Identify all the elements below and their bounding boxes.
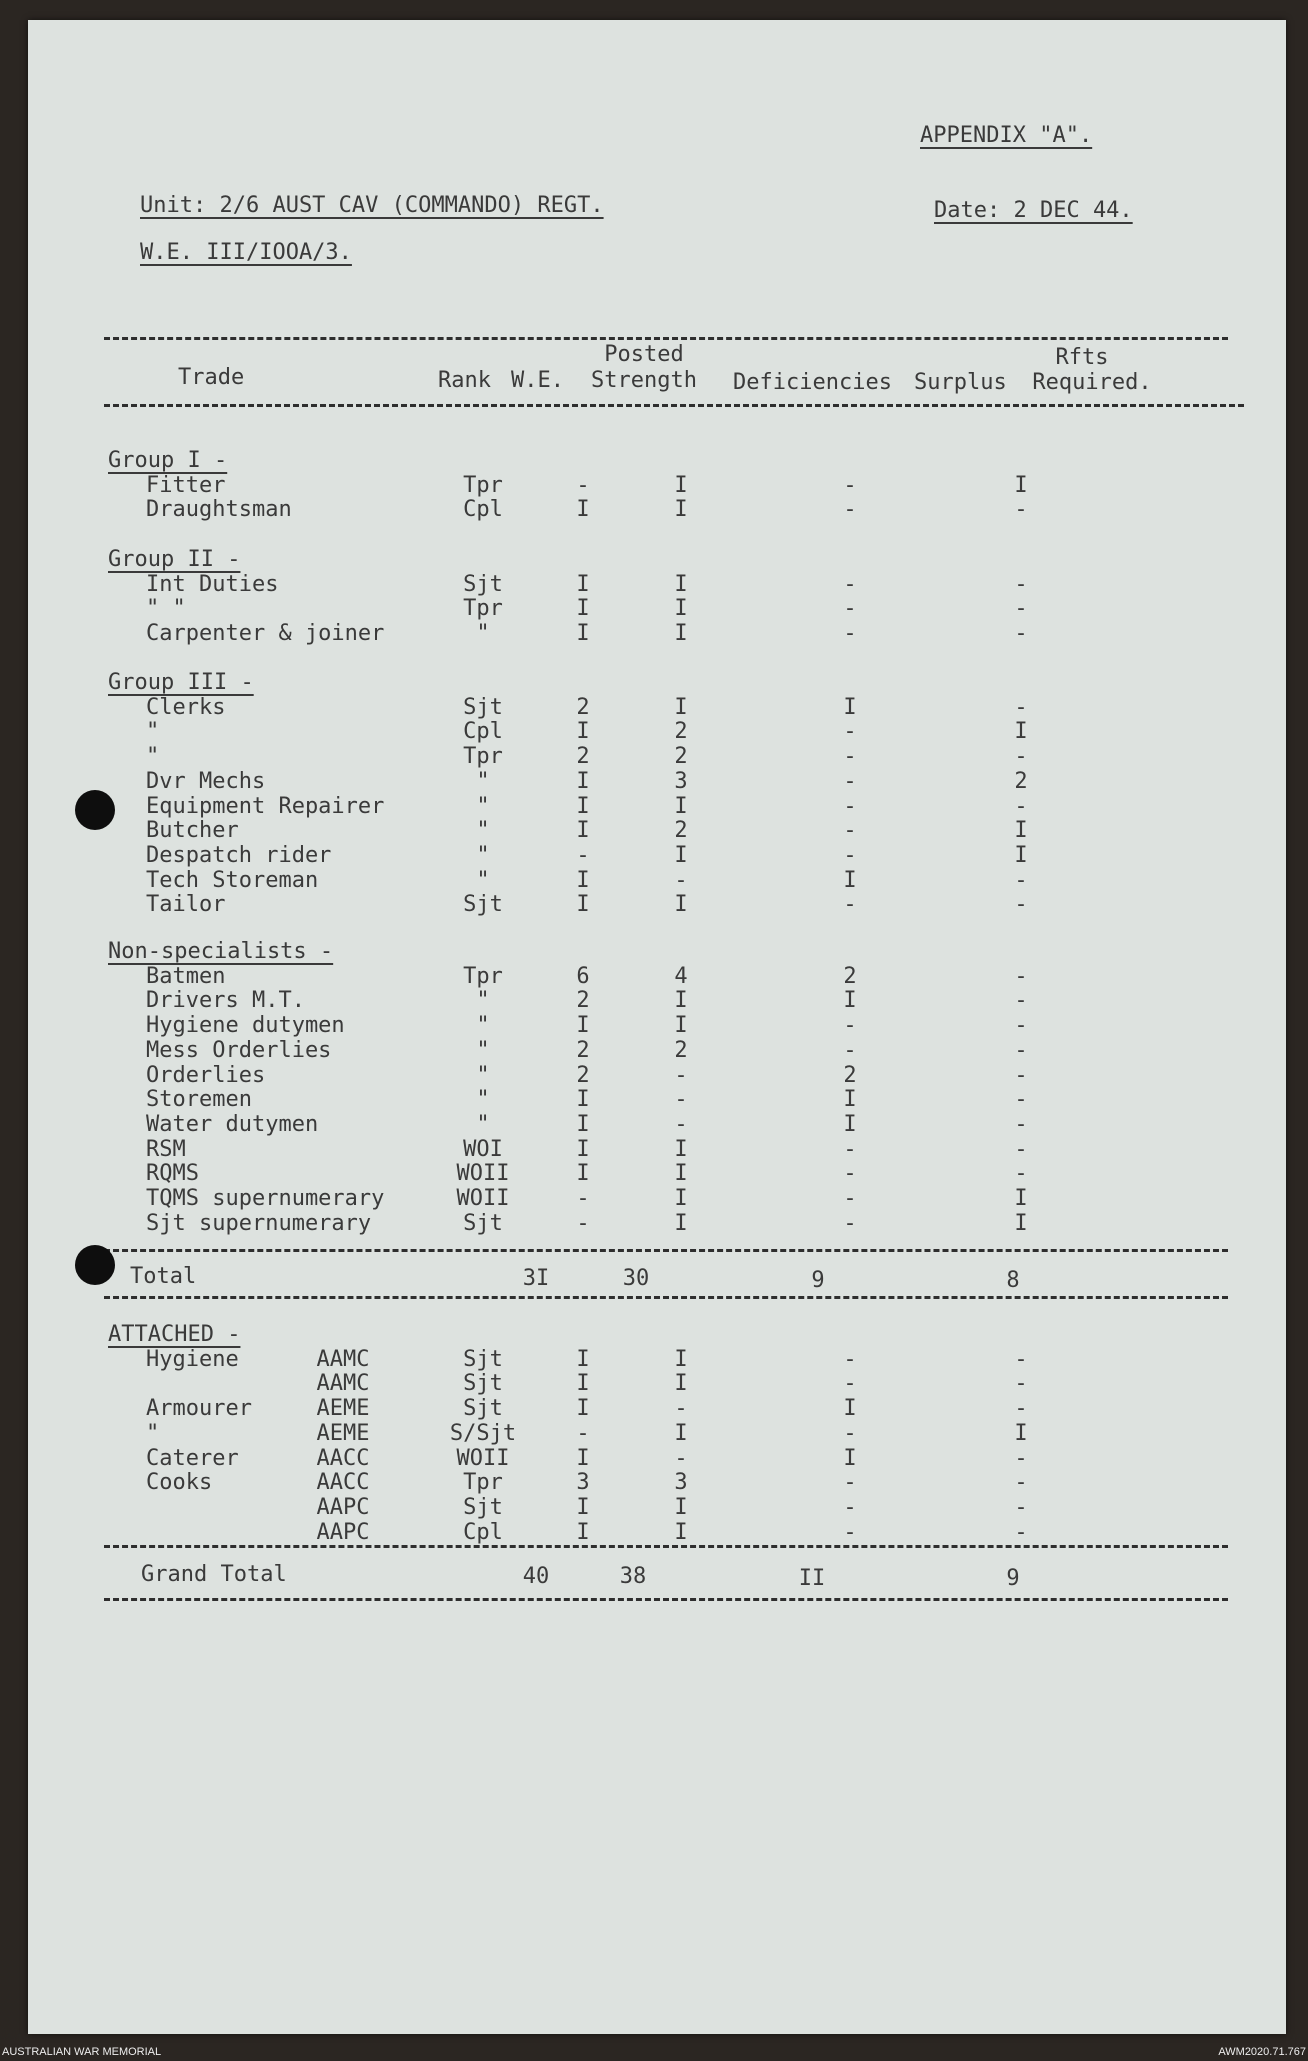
we-cell: I [576, 1111, 590, 1137]
trade-cell: TQMS supernumerary [146, 1186, 385, 1211]
we-cell: I [576, 1087, 590, 1113]
we-cell: - [576, 472, 590, 498]
posted-cell: I [674, 497, 688, 523]
posted-cell: I [674, 988, 688, 1014]
grand-total-rule-bottom [104, 1598, 1228, 1601]
we-cell: I [576, 719, 590, 745]
surplus-cell: - [1014, 694, 1028, 720]
corps-cell: AAPC [316, 1494, 370, 1520]
posted-cell: I [674, 472, 688, 498]
we-cell: - [576, 842, 590, 868]
trade-cell: Caterer [146, 1445, 239, 1471]
rank-cell: Sjt [463, 892, 503, 918]
corps-cell: AACC [316, 1445, 370, 1471]
posted-cell: - [674, 1396, 688, 1422]
deficiencies-cell: I [843, 867, 857, 893]
we-cell: I [576, 1013, 590, 1039]
we-reference: W.E. III/IOOA/3. [140, 240, 352, 265]
trade-cell: " [146, 719, 160, 745]
rank-cell: WOII [456, 1445, 510, 1471]
surplus-cell: - [1014, 621, 1028, 647]
we-cell: I [576, 1494, 590, 1520]
total-rule-bottom [104, 1296, 1228, 1299]
corps-cell: AAPC [316, 1519, 370, 1545]
rank-cell: Sjt [463, 1494, 503, 1520]
we-cell: - [576, 1420, 590, 1446]
rank-cell: " [476, 768, 490, 794]
we-cell: 2 [576, 1062, 590, 1088]
we-cell: I [576, 1371, 590, 1397]
total-label: Total [130, 1264, 197, 1289]
rank-cell: Sjt [463, 1371, 503, 1397]
surplus-cell: - [1014, 1136, 1028, 1162]
posted-cell: 2 [674, 719, 688, 745]
rank-cell: " [476, 867, 490, 893]
surplus-cell: I [1014, 842, 1028, 868]
posted-cell: I [674, 1161, 688, 1187]
deficiencies-cell: - [843, 744, 857, 770]
posted-cell: - [674, 1111, 688, 1137]
posted-cell: 3 [674, 1470, 688, 1496]
we-cell: - [576, 1210, 590, 1236]
trade-cell: Batmen [146, 963, 226, 989]
surplus-cell: - [1014, 1371, 1028, 1397]
deficiencies-cell: I [843, 1111, 857, 1137]
unit-line: Unit: 2/6 AUST CAV (COMMANDO) REGT. [140, 193, 604, 218]
posted-cell: I [674, 793, 688, 819]
posted-cell: I [674, 1346, 688, 1372]
we-cell: 2 [576, 694, 590, 720]
trade-cell: Draughtsman [146, 497, 292, 523]
rank-cell: Tpr [463, 472, 503, 498]
surplus-cell: - [1014, 1470, 1028, 1496]
group-heading: Group III - [108, 670, 254, 695]
surplus-cell: I [1014, 818, 1028, 844]
we-cell: I [576, 793, 590, 819]
surplus-cell: - [1014, 1013, 1028, 1039]
surplus-cell: - [1014, 571, 1028, 597]
trade-cell: Drivers M.T. [146, 988, 305, 1014]
trade-cell: Mess Orderlies [146, 1037, 332, 1063]
trade-cell: Hygiene dutymen [146, 1013, 345, 1039]
posted-cell: 2 [674, 1037, 688, 1063]
posted-cell: 4 [674, 963, 688, 989]
deficiencies-cell: - [843, 1420, 857, 1446]
deficiencies-cell: - [843, 1210, 857, 1236]
we-cell: I [576, 596, 590, 622]
rank-cell: Tpr [463, 596, 503, 622]
surplus-cell: - [1014, 1087, 1028, 1113]
posted-cell: I [674, 1210, 688, 1236]
rank-cell: " [476, 793, 490, 819]
rank-cell: WOII [456, 1186, 510, 1211]
we-cell: I [576, 497, 590, 523]
posted-cell: 3 [674, 768, 688, 794]
deficiencies-cell: - [843, 596, 857, 622]
posted-cell: I [674, 1420, 688, 1446]
deficiencies-cell: I [843, 1396, 857, 1422]
grand-total-surplus: 9 [1006, 1566, 1020, 1591]
surplus-cell: - [1014, 744, 1028, 770]
we-cell: 3 [576, 1470, 590, 1496]
rank-cell: Tpr [463, 963, 503, 989]
posted-cell: - [674, 867, 688, 893]
rank-cell: Sjt [463, 1210, 503, 1236]
posted-cell: I [674, 1371, 688, 1397]
deficiencies-cell: I [843, 988, 857, 1014]
trade-cell: Tech Storeman [146, 867, 319, 893]
total-surplus: 8 [1006, 1268, 1020, 1293]
trade-cell: " [146, 1420, 160, 1446]
col-posted-2: Strength [591, 368, 697, 393]
trade-cell: " [146, 744, 160, 770]
deficiencies-cell: - [843, 571, 857, 597]
deficiencies-cell: - [843, 1494, 857, 1520]
rank-cell: Cpl [463, 497, 503, 523]
surplus-cell: - [1014, 963, 1028, 989]
rank-cell: " [476, 1062, 490, 1088]
surplus-cell: I [1014, 1186, 1028, 1211]
posted-cell: I [674, 1519, 688, 1545]
surplus-cell: - [1014, 867, 1028, 893]
header-rule-top [104, 337, 1228, 340]
trade-cell: Tailor [146, 892, 226, 918]
surplus-cell: - [1014, 1037, 1028, 1063]
corps-cell: AACC [316, 1470, 370, 1496]
surplus-cell: - [1014, 1062, 1028, 1088]
surplus-cell: - [1014, 1161, 1028, 1187]
posted-cell: I [674, 892, 688, 918]
total-deficiencies: 9 [811, 1268, 825, 1293]
deficiencies-cell: - [843, 1470, 857, 1496]
trade-cell: Equipment Repairer [146, 793, 385, 819]
posted-cell: I [674, 621, 688, 647]
total-posted: 30 [622, 1266, 650, 1291]
trade-cell: Butcher [146, 818, 239, 844]
rank-cell: " [476, 818, 490, 844]
header-rule-bottom [104, 404, 1244, 407]
deficiencies-cell: 2 [843, 963, 857, 989]
posted-cell: I [674, 596, 688, 622]
group-heading: Non-specialists - [108, 939, 334, 964]
punch-hole [75, 1245, 115, 1285]
trade-cell: Despatch rider [146, 842, 332, 868]
we-cell: I [576, 1396, 590, 1422]
posted-cell: 2 [674, 818, 688, 844]
trade-cell: Fitter [146, 472, 226, 498]
trade-cell: Hygiene [146, 1346, 239, 1372]
rank-cell: WOI [463, 1136, 503, 1162]
punch-hole [75, 790, 115, 830]
we-cell: I [576, 1136, 590, 1162]
col-posted-1: Posted [604, 342, 684, 367]
deficiencies-cell: - [843, 818, 857, 844]
corps-cell: AAMC [316, 1371, 370, 1397]
rank-cell: Sjt [463, 1346, 503, 1372]
appendix-heading: APPENDIX "A". [920, 123, 1093, 148]
grand-total-label: Grand Total [141, 1562, 287, 1587]
col-rfts-2: Required. [1032, 370, 1152, 395]
rank-cell: " [476, 621, 490, 647]
rank-cell: " [476, 988, 490, 1014]
surplus-cell: - [1014, 1519, 1028, 1545]
trade-cell: Dvr Mechs [146, 768, 266, 794]
surplus-cell: - [1014, 988, 1028, 1014]
col-trade: Trade [178, 365, 245, 390]
deficiencies-cell: - [843, 892, 857, 918]
posted-cell: - [674, 1445, 688, 1471]
col-rank: Rank [438, 368, 491, 393]
trade-cell: RQMS [146, 1161, 199, 1187]
surplus-cell: - [1014, 793, 1028, 819]
deficiencies-cell: - [843, 1161, 857, 1187]
group-heading: Group II - [108, 547, 241, 572]
col-deficiencies: Deficiencies [733, 370, 892, 395]
surplus-cell: - [1014, 1445, 1028, 1471]
deficiencies-cell: - [843, 1346, 857, 1372]
trade-cell: Int Duties [146, 571, 279, 597]
grand-total-deficiencies: II [798, 1566, 826, 1591]
deficiencies-cell: - [843, 793, 857, 819]
posted-cell: I [674, 571, 688, 597]
deficiencies-cell: - [843, 1037, 857, 1063]
surplus-cell: 2 [1014, 768, 1028, 794]
posted-cell: I [674, 1186, 688, 1211]
rank-cell: Cpl [463, 1519, 503, 1545]
trade-cell: Carpenter & joiner [146, 621, 385, 647]
rank-cell: Sjt [463, 571, 503, 597]
we-cell: I [576, 867, 590, 893]
deficiencies-cell: - [843, 842, 857, 868]
total-rule-top [104, 1249, 1228, 1252]
deficiencies-cell: - [843, 768, 857, 794]
deficiencies-cell: - [843, 1371, 857, 1397]
we-cell: I [576, 1161, 590, 1187]
rank-cell: " [476, 842, 490, 868]
grand-total-rule-top [104, 1545, 1228, 1548]
we-cell: 2 [576, 1037, 590, 1063]
we-cell: I [576, 1346, 590, 1372]
corps-cell: AEME [316, 1396, 370, 1422]
document-page [28, 20, 1286, 2034]
grand-total-we: 40 [522, 1564, 550, 1589]
rank-cell: " [476, 1037, 490, 1063]
posted-cell: I [674, 1136, 688, 1162]
surplus-cell: - [1014, 892, 1028, 918]
attached-heading: ATTACHED - [108, 1322, 241, 1347]
deficiencies-cell: - [843, 621, 857, 647]
rank-cell: WOII [456, 1161, 510, 1187]
we-cell: I [576, 818, 590, 844]
trade-cell: Armourer [146, 1396, 252, 1422]
surplus-cell: I [1014, 1210, 1028, 1236]
corps-cell: AEME [316, 1420, 370, 1446]
posted-cell: I [674, 842, 688, 868]
deficiencies-cell: - [843, 1186, 857, 1211]
grand-total-posted: 38 [619, 1564, 647, 1589]
we-cell: 2 [576, 988, 590, 1014]
date-line: Date: 2 DEC 44. [934, 198, 1133, 223]
trade-cell: Water dutymen [146, 1111, 319, 1137]
archive-reference: AWM2020.71.767 [1218, 2046, 1306, 2058]
deficiencies-cell: I [843, 694, 857, 720]
surplus-cell: - [1014, 1346, 1028, 1372]
deficiencies-cell: - [843, 719, 857, 745]
deficiencies-cell: - [843, 1519, 857, 1545]
col-rfts-1: Rfts [1055, 345, 1109, 370]
posted-cell: I [674, 1013, 688, 1039]
we-cell: I [576, 571, 590, 597]
deficiencies-cell: - [843, 1013, 857, 1039]
posted-cell: I [674, 1494, 688, 1520]
we-cell: I [576, 621, 590, 647]
archive-credit: AUSTRALIAN WAR MEMORIAL [2, 2046, 162, 2058]
we-cell: 6 [576, 963, 590, 989]
we-cell: I [576, 1445, 590, 1471]
surplus-cell: I [1014, 472, 1028, 498]
trade-cell: Clerks [146, 694, 226, 720]
rank-cell: Tpr [463, 1470, 503, 1496]
deficiencies-cell: I [843, 1087, 857, 1113]
rank-cell: Cpl [463, 719, 503, 745]
trade-cell: RSM [146, 1136, 186, 1162]
posted-cell: 2 [674, 744, 688, 770]
trade-cell: Sjt supernumerary [146, 1210, 372, 1236]
rank-cell: S/Sjt [449, 1420, 517, 1446]
we-cell: 2 [576, 744, 590, 770]
deficiencies-cell: - [843, 497, 857, 523]
posted-cell: I [674, 694, 688, 720]
surplus-cell: - [1014, 1111, 1028, 1137]
surplus-cell: I [1014, 1420, 1028, 1446]
we-cell: - [576, 1186, 590, 1211]
trade-cell: Cooks [146, 1470, 213, 1496]
surplus-cell: - [1014, 1396, 1028, 1422]
rank-cell: Sjt [463, 1396, 503, 1422]
rank-cell: Sjt [463, 694, 503, 720]
we-cell: I [576, 1519, 590, 1545]
we-cell: I [576, 892, 590, 918]
trade-cell: Storemen [146, 1087, 252, 1113]
surplus-cell: I [1014, 719, 1028, 745]
surplus-cell: - [1014, 1494, 1028, 1520]
surplus-cell: - [1014, 497, 1028, 523]
col-we: W.E. [511, 368, 564, 393]
posted-cell: - [674, 1062, 688, 1088]
we-cell: I [576, 768, 590, 794]
trade-cell: Orderlies [146, 1062, 266, 1088]
posted-cell: - [674, 1087, 688, 1113]
rank-cell: " [476, 1087, 490, 1113]
deficiencies-cell: - [843, 1136, 857, 1162]
rank-cell: " [476, 1111, 490, 1137]
trade-cell: " " [146, 596, 186, 622]
col-surplus: Surplus [914, 370, 1007, 395]
corps-cell: AAMC [316, 1346, 370, 1372]
group-heading: Group I - [108, 448, 228, 473]
rank-cell: " [476, 1013, 490, 1039]
deficiencies-cell: - [843, 472, 857, 498]
surplus-cell: - [1014, 596, 1028, 622]
rank-cell: Tpr [463, 744, 503, 770]
deficiencies-cell: I [843, 1445, 857, 1471]
total-we: 3I [522, 1266, 550, 1291]
deficiencies-cell: 2 [843, 1062, 857, 1088]
